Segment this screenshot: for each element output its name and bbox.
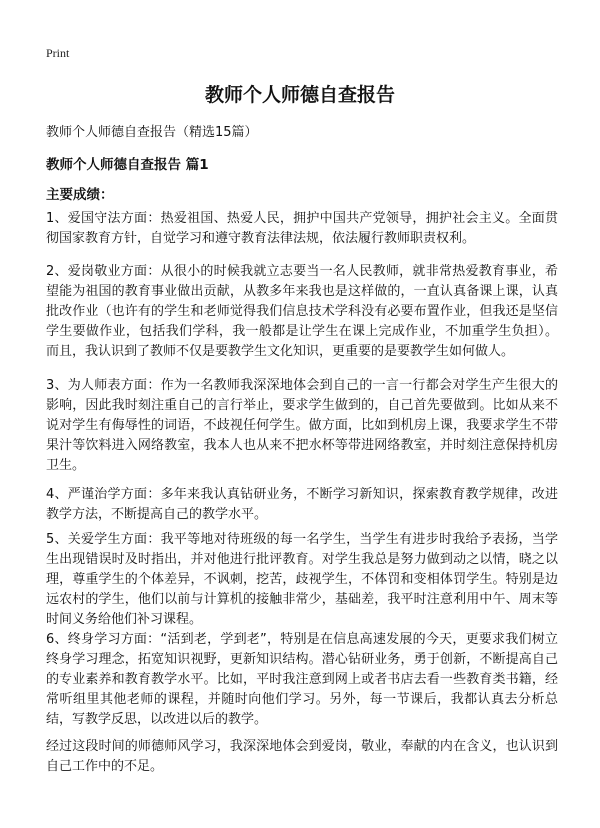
paragraph-rigorous-scholarship: 4、严谨治学方面：多年来我认真钻研业务，不断学习新知识，探索教育教学规律，改进教学方法，不断提高自己的教学水平。 [46, 487, 558, 522]
paragraph-caring-for-students: 5、关爱学生方面：我平等地对待班级的每一名学生，当学生有进步时我给予表扬，当学生出现错误时及时指出，并对他进行批评教育。对学生我总是努力做到动之以情，晓之以理，尊重学生的个体差异，不讽刺，挖苦，歧视学生，不体罚和变相体罚学生。特别是边远农村的学生，他们以前与计算机的接触非常少，基础差，我平时注意利用中午、周末等时间义务给他们补习课程。 [46, 532, 558, 627]
achievements-heading: 主要成绩： [46, 187, 114, 203]
paragraph-conclusion: 经过这段时间的师德师风学习，我深深地体会到爱岗，敬业，奉献的内在含义，也认识到自己工作中的不足。 [46, 739, 558, 774]
section-heading: 教师个人师德自查报告 篇1 [46, 157, 209, 173]
paragraph-dedication: 2、爱岗敬业方面：从很小的时候我就立志要当一名人民教师，就非常热爱教育事业，希望能为祖国的教育事业做出贡献，从教多年来我也是这样做的，一直认真备课上课，认真批改作业（也许有的学生和老师觉得我们信息技术学科没有必要布置作业，但我还是坚信学生要做作业，包括我们学科，我一般都是让学生在课上完成作业，不加重学生负担）。而且，我认识到了教师不仅是要教学生文化知识，更重要的是要教学生如何做人。 [46, 264, 558, 359]
document-subtitle: 教师个人师德自查报告（精选15篇） [46, 125, 258, 140]
print-link[interactable]: Print [46, 46, 70, 60]
page-title: 教师个人师德自查报告 [204, 84, 395, 106]
paragraph-lifelong-learning: 6、终身学习方面：“活到老，学到老”，特别是在信息高速发展的今天，更要求我们树立终身学习理念，拓宽知识视野，更新知识结构。潜心钻研业务，勇于创新，不断提高自己的专业素养和教育教学水平。比如，平时我注意到网上或者书店去看一些教育类书籍，经常听组里其他老师的课程，并随时向他们学习。另外，每一节课后，我都认真去分析总结，写教学反思，以改进以后的教学。 [46, 632, 558, 727]
paragraph-patriotism: 1、爱国守法方面：热爱祖国、热爱人民，拥护中国共产党领导，拥护社会主义。全面贯彻国家教育方针，自觉学习和遵守教育法律法规，依法履行教师职责权利。 [46, 211, 558, 246]
paragraph-role-model: 3、为人师表方面：作为一名教师我深深地体会到自己的一言一行都会对学生产生很大的影响，因此我时刻注重自己的言行举止，要求学生做到的，自己首先要做到。比如从来不说对学生有侮辱性的词语，不歧视任何学生。做方面，比如到机房上课，我要求学生不带果汁等饮料进入网络教室，我本人也从来不把水杯等带进网络教室，并时刻注意保持机房卫生。 [46, 378, 558, 473]
